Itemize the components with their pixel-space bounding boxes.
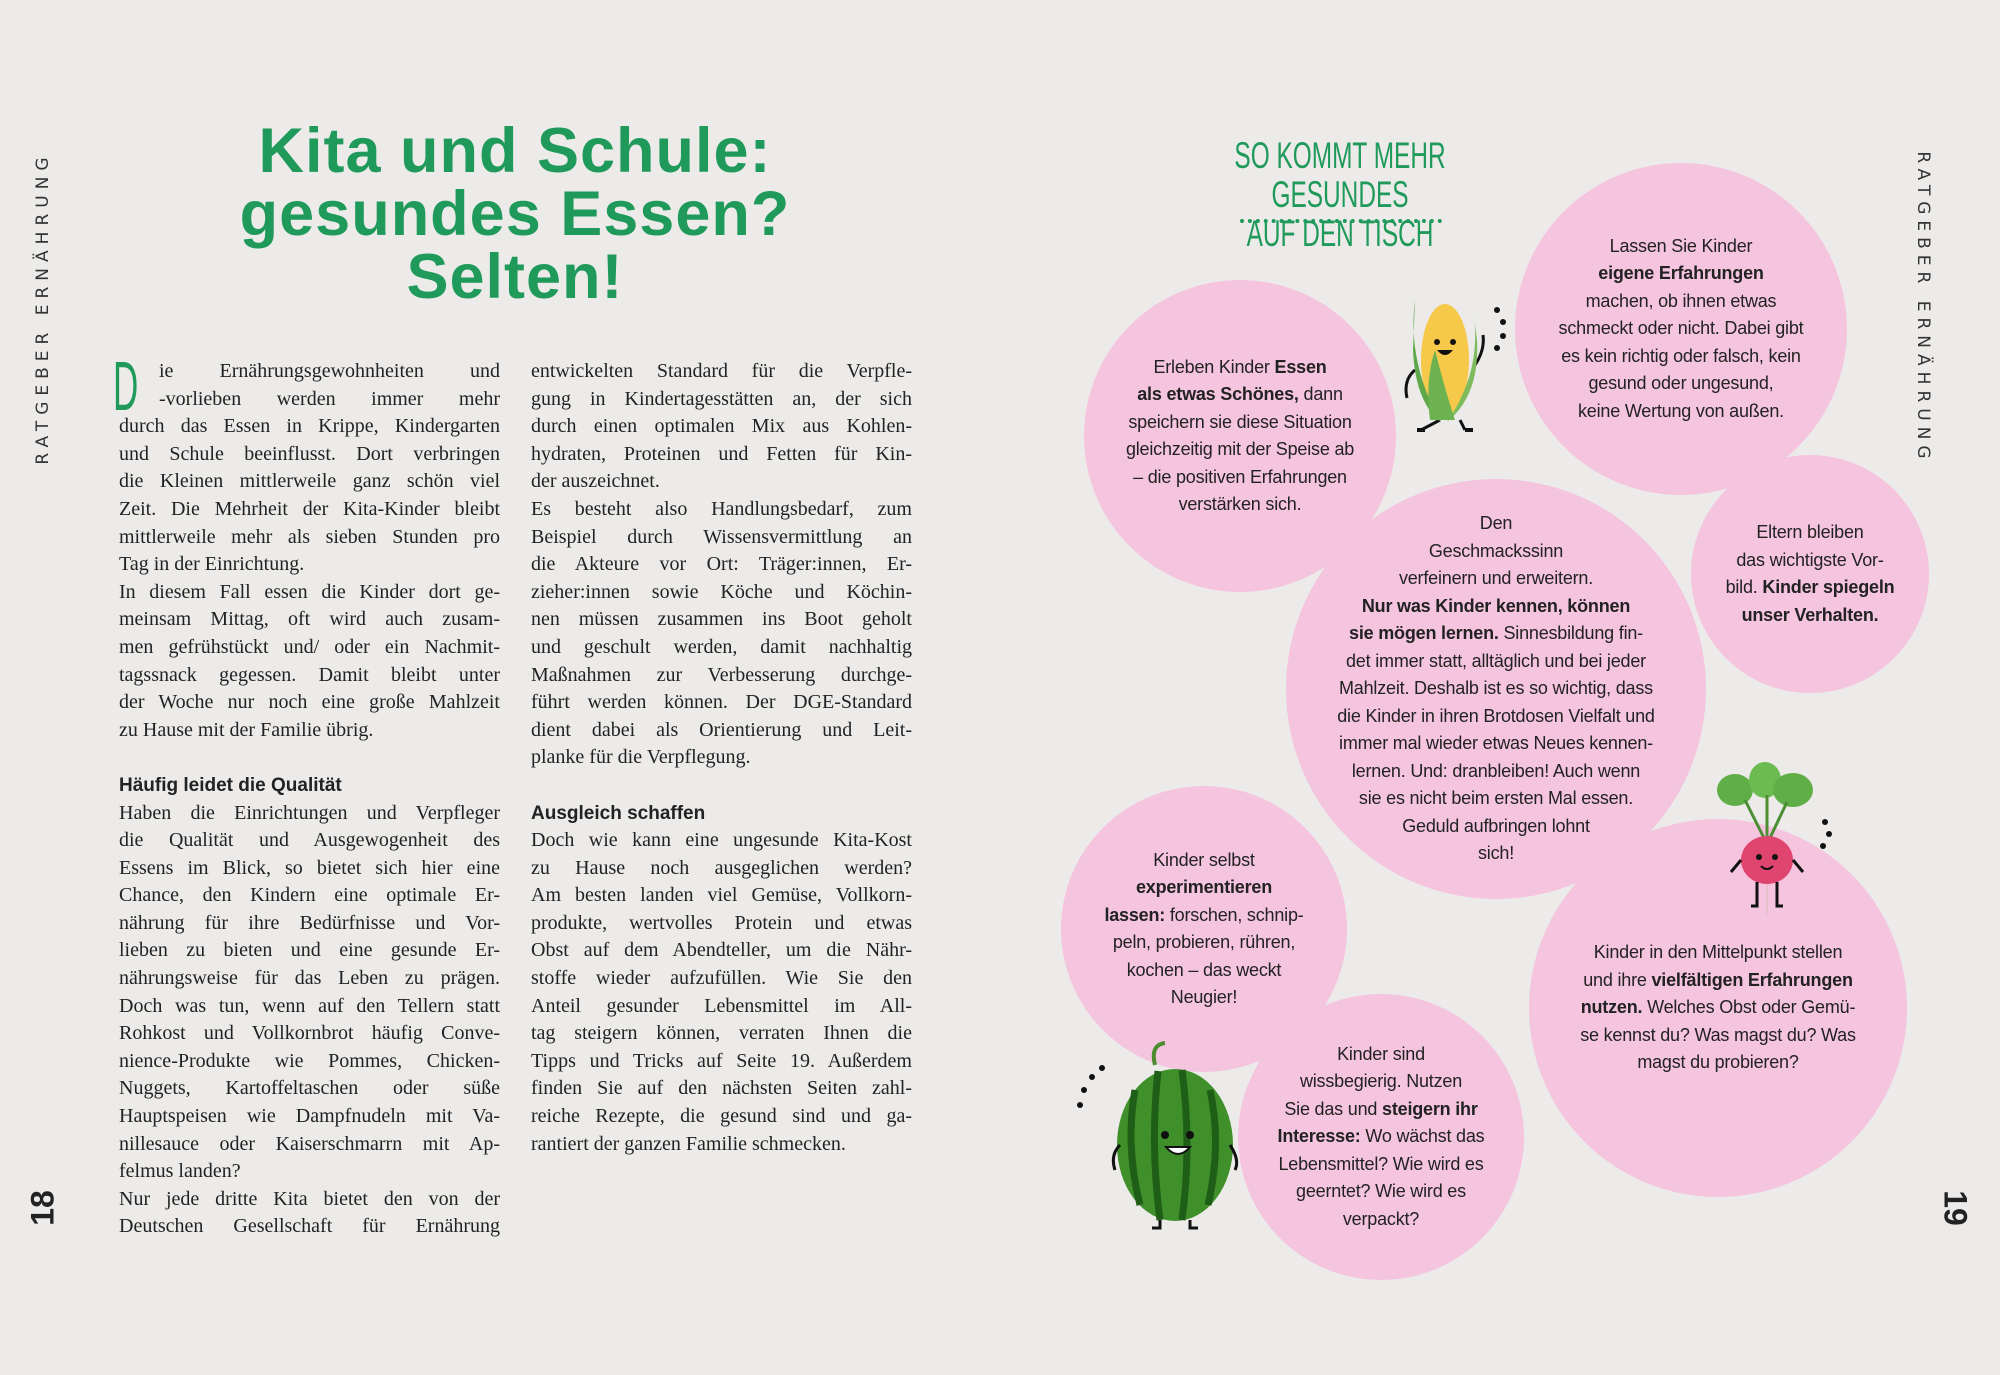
tip-text-line (1126, 464, 1354, 492)
tip-text-line (1559, 233, 1804, 261)
tip-text-segment: gesund oder ungesund, (1588, 373, 1774, 394)
tip-text-line (1726, 519, 1895, 547)
tip-text-line (1580, 967, 1856, 995)
body-text-line: Es besteht also Handlungsbedarf, zum (531, 497, 912, 520)
tip-emphasis: unser Verhalten. (1741, 604, 1879, 625)
tip-text-line (1337, 730, 1654, 758)
tip-text-line (1726, 602, 1895, 630)
body-text-line: Beispiel durch Wissensvermittlung an (531, 525, 912, 548)
body-text-line: Doch wie kann eine ungesunde Kita-Kost (531, 829, 912, 852)
tip-emphasis: vielfältigen Erfahrungen (1651, 969, 1853, 990)
tip-text-segment: magst du probieren? (1637, 1052, 1799, 1073)
text-column-2 (531, 358, 912, 1158)
tip-text-line (1104, 847, 1303, 875)
tip-emphasis: experimentieren (1135, 877, 1273, 897)
body-text-line: lieben zu bieten und eine gesunde Er- (119, 939, 500, 962)
body-text-line: planke für die Verpflegung. (531, 746, 751, 769)
body-text-line: nährungsweise für das Leben zu prägen. (119, 967, 500, 990)
tip-emphasis: steigern ihr (1382, 1098, 1478, 1119)
section-heading: Häufig leidet die Qualität (119, 774, 342, 796)
tip-text-line (1337, 593, 1654, 621)
tip-bubble-curiosity (1238, 994, 1524, 1280)
body-text-line: Nur jede dritte Kita bietet den von der (119, 1187, 500, 1210)
tip-text-line (1126, 354, 1354, 382)
tip-text-line (1337, 648, 1654, 676)
tip-emphasis: als etwas Schönes, (1137, 384, 1299, 404)
body-text-line: rantiert der ganzen Familie schmecken. (531, 1132, 846, 1155)
tip-text-segment: Kinder in den Mittelpunkt stellen (1593, 942, 1843, 963)
body-text-line: zieher:innen sowie Köche und Köchin- (531, 580, 912, 603)
tip-emphasis: nutzen. (1580, 997, 1643, 1018)
tip-text-line (1104, 984, 1303, 1012)
tip-text-line (1337, 785, 1654, 813)
tip-text-segment: – die positiven Erfahrungen (1133, 466, 1347, 487)
body-text-line: entwickelten Standard für die Verpfle- (531, 360, 912, 382)
tip-text-line (1580, 1022, 1856, 1050)
tip-text-line (1337, 813, 1654, 841)
tip-text-segment: wissbegierig. Nutzen (1299, 1071, 1463, 1092)
tip-text-line (1337, 620, 1654, 648)
tip-emphasis: Kinder spiegeln (1762, 577, 1895, 597)
tip-emphasis: lassen: (1104, 904, 1166, 925)
tip-text-segment: Kinder selbst (1153, 849, 1255, 870)
body-text-line: mittlerweile mehr als sieben Stunden pro (119, 525, 500, 548)
article-title (165, 116, 865, 312)
tip-text-line (1559, 398, 1804, 426)
tip-text-segment: machen, ob ihnen etwas (1585, 290, 1777, 311)
tip-emphasis: eigene Erfahrungen (1598, 263, 1764, 284)
body-text-line: nährung für ihre Bedürfnisse und Vor- (119, 911, 500, 934)
tip-text-line (1278, 1096, 1485, 1124)
body-text-line: finden Sie auf den nächsten Seiten zahl- (531, 1077, 912, 1100)
body-text-line: gung in Kindertagesstätten an, der sich (531, 387, 912, 410)
tip-text-segment: verfeinern und erweitern. (1398, 568, 1594, 589)
tip-text-segment: Sie das und (1284, 1098, 1383, 1119)
page-number-right: 19 (1937, 1190, 1974, 1226)
body-text-line: produkte, wertvolles Protein und etwas (531, 911, 912, 934)
tips-heading-line: AUF DEN TISCH (1246, 213, 1434, 254)
tip-text-line (1337, 538, 1654, 566)
tips-heading (1208, 136, 1472, 253)
running-head-right: RATGEBER ERNÄHRUNG (1913, 151, 1933, 465)
tip-text-segment: Welches Obst oder Gemü- (1642, 997, 1856, 1018)
body-text-line: Deutschen Gesellschaft für Ernährung (119, 1215, 500, 1238)
tip-text-segment: immer mal wieder etwas Neues kennen- (1339, 733, 1653, 754)
tip-text (1278, 1041, 1485, 1234)
body-text-line: die Akteure vor Ort: Träger:innen, Er- (531, 553, 912, 576)
tip-text-segment: det immer statt, alltäglich und bei jeder (1346, 650, 1646, 671)
tip-text-line (1126, 491, 1354, 519)
body-text-line: stoffe wieder aufzufüllen. Wie Sie den (531, 967, 912, 990)
tip-text-segment: Lebensmittel? Wie wird es (1278, 1153, 1484, 1174)
tip-emphasis: Interesse: (1277, 1126, 1361, 1147)
body-text-line: Chance, den Kindern eine optimale Er- (119, 884, 500, 907)
tip-text (1126, 354, 1354, 519)
tip-text-segment: die Kinder in ihren Brotdosen Vielfalt und (1337, 705, 1655, 726)
tip-text-line (1559, 370, 1804, 398)
drop-cap: D (113, 347, 139, 425)
body-text-line: Tag in der Einrichtung. (119, 553, 305, 576)
body-text-line: Doch was tun, wenn auf den Tellern statt (119, 994, 500, 1017)
tip-text-segment: das wichtigste Vor- (1736, 549, 1884, 570)
body-text-line: meinsam Mittag, oft wird auch zusam- (119, 608, 500, 631)
body-text-line: durch das Essen in Krippe, Kindergarten (119, 415, 500, 438)
tip-text-line (1126, 436, 1354, 464)
tip-text-line (1104, 929, 1303, 957)
tip-text-segment: Neugier! (1170, 987, 1238, 1007)
tip-text-line (1559, 315, 1804, 343)
tip-text-segment: keine Wertung von außen. (1577, 400, 1784, 421)
tip-text-segment: sich! (1477, 843, 1514, 864)
tip-text-segment: verstärken sich. (1178, 494, 1302, 514)
tips-heading-line: SO KOMMT MEHR GESUNDES (1234, 135, 1446, 215)
tip-text-line (1559, 260, 1804, 288)
tip-text-segment: es kein richtig oder falsch, kein (1561, 345, 1801, 366)
tip-text-segment: bild. (1725, 577, 1763, 597)
text-column-1 (113, 347, 500, 1241)
body-text-line: die Kleinen mittlerweile ganz schön viel (119, 470, 500, 493)
body-text-line: nience-Produkte wie Pommes, Chicken- (119, 1049, 500, 1072)
tip-bubble-own-experiences (1515, 163, 1847, 495)
tip-text-line (1559, 288, 1804, 316)
dotted-divider (1240, 219, 1442, 223)
tip-text-segment: Wo wächst das (1360, 1126, 1485, 1147)
tip-text-line (1337, 565, 1654, 593)
tip-emphasis: Essen (1274, 356, 1327, 377)
tip-text-line (1337, 675, 1654, 703)
tip-text-segment: und ihre (1583, 969, 1652, 990)
tip-text-segment: se kennst du? Was magst du? Was (1580, 1024, 1856, 1045)
body-text-line: Obst auf dem Abendteller, um die Nähr- (531, 939, 912, 962)
body-text-line: Rohkost und Vollkornbrot häufig Conve- (119, 1022, 500, 1045)
tip-text-segment: Geschmackssinn (1428, 540, 1564, 561)
tip-text-line (1278, 1068, 1485, 1096)
body-text-line: tagssnack gegessen. Damit bleibt unter (119, 663, 500, 686)
body-text-line: nillesauce oder Kaiserschmarrn mit Ap- (119, 1132, 500, 1155)
tip-text-segment: Kinder sind (1337, 1043, 1425, 1064)
body-text-line: ie Ernährungsgewohnheiten und (159, 360, 500, 382)
tip-text-segment: Geduld aufbringen lohnt (1402, 815, 1590, 836)
body-text-line: Tipps und Tricks auf Seite 19. Außerdem (531, 1049, 912, 1072)
corn-character-icon (1385, 280, 1515, 445)
tip-bubble-parents (1691, 455, 1929, 693)
body-text-line: Zeit. Die Mehrheit der Kita-Kinder bleibt (119, 497, 500, 520)
tip-text-segment: Den (1479, 513, 1513, 534)
tip-text-line (1337, 703, 1654, 731)
tip-text-line (1580, 994, 1856, 1022)
tip-text-segment: speichern sie diese Situation (1128, 411, 1352, 432)
tip-text-line (1278, 1151, 1485, 1179)
tip-text-line (1726, 574, 1895, 602)
tip-emphasis: Nur was Kinder kennen, können (1361, 595, 1631, 616)
body-text-line: zu Hause noch ausgeglichen werden? (531, 856, 912, 879)
tip-text (1726, 519, 1895, 629)
tip-text-line (1126, 409, 1354, 437)
body-text-line: und Schule beeinflusst. Dort verbringen (119, 442, 500, 465)
tip-text-segment: dann (1298, 384, 1343, 404)
title-line: Kita und Schule: (258, 116, 772, 186)
tip-text (1559, 233, 1804, 426)
tip-text-line (1580, 939, 1856, 967)
body-text-line: Hauptspeisen wie Dampfnudeln mit Va- (119, 1105, 500, 1128)
tip-text-line (1104, 957, 1303, 985)
body-text-line: felmus landen? (119, 1160, 241, 1183)
body-text-line: die Qualität und Ausgewogenheit des (119, 829, 500, 852)
body-text-line: Nuggets, Kartoffeltaschen oder süße (119, 1077, 500, 1100)
body-text-line: Anteil gesunder Lebensmittel im All- (531, 994, 912, 1017)
tip-text (1104, 847, 1303, 1012)
tip-text-segment: Mahlzeit. Deshalb ist es so wichtig, dass (1339, 678, 1653, 699)
tip-emphasis: sie mögen lernen. (1349, 623, 1499, 644)
tip-text-segment: Lassen Sie Kinder (1609, 235, 1753, 256)
radish-character-icon (1705, 760, 1845, 920)
tip-text-segment: schmeckt oder nicht. Dabei gibt (1558, 318, 1804, 339)
body-text-line: reiche Rezepte, die gesund sind und ga- (531, 1105, 912, 1128)
title-line: gesundes Essen? (239, 179, 791, 249)
title-line: Selten! (406, 242, 624, 312)
tip-text-segment: kochen – das weckt (1126, 959, 1282, 980)
body-text-line: Maßnahmen zur Verbesserung durchge- (531, 663, 912, 686)
tip-text-segment: Erleben Kinder (1153, 356, 1275, 377)
body-text-line: und geschult werden, damit nachhaltig (531, 635, 912, 658)
tip-text-line (1104, 902, 1303, 930)
body-text-line: der Woche nur noch eine große Mahlzeit (119, 691, 500, 714)
watermelon-character-icon (1070, 1035, 1250, 1235)
tip-text-segment: Sinnesbildung fin- (1498, 623, 1643, 644)
body-text-line: -vorlieben werden immer mehr (159, 387, 500, 410)
tip-text-segment: Eltern bleiben (1756, 522, 1864, 542)
tip-text-segment: lernen. Und: dranbleiben! Auch wenn (1351, 760, 1641, 781)
body-text-line: durch einen optimalen Mix aus Kohlen- (531, 415, 912, 438)
tip-text-line (1559, 343, 1804, 371)
tip-text-segment: gleichzeitig mit der Speise ab (1125, 439, 1355, 459)
body-text-line: zu Hause mit der Familie übrig. (119, 718, 374, 741)
body-text-line: dient dabei als Orientierung und Leit- (531, 718, 912, 741)
tip-text-line (1126, 381, 1354, 409)
tip-text-line (1104, 874, 1303, 902)
tip-text-segment: sie es nicht beim ersten Mal essen. (1358, 788, 1634, 809)
body-text-line: In diesem Fall essen die Kinder dort ge- (119, 580, 500, 603)
tip-text-segment: peln, probieren, rühren, (1112, 932, 1296, 952)
tip-text-line (1726, 547, 1895, 575)
tip-text-line (1278, 1206, 1485, 1234)
body-text-line: Haben die Einrichtungen und Verpfleger (119, 801, 500, 824)
body-text-line: tag steigern können, verraten Ihnen die (531, 1022, 912, 1045)
body-text-line: nen müssen zusammen ins Boot geholt (531, 608, 912, 631)
body-text-line: Am besten landen viel Gemüse, Vollkorn- (531, 884, 912, 907)
body-text-line: führt werden können. Der DGE-Standard (531, 691, 912, 714)
tip-text (1580, 939, 1856, 1077)
tip-text-segment: geerntet? Wie wird es (1296, 1181, 1466, 1202)
tip-text-line (1337, 510, 1654, 538)
body-text-line: hydraten, Proteinen und Fetten für Kin- (531, 442, 912, 465)
tip-text-line (1278, 1041, 1485, 1069)
tip-text (1337, 510, 1654, 868)
tip-text-line (1337, 758, 1654, 786)
body-text-line: der auszeichnet. (531, 470, 660, 493)
running-head-left: RATGEBER ERNÄHRUNG (33, 151, 53, 465)
body-text-line: men gefrühstückt und/ oder ein Nachmit- (119, 635, 500, 658)
tip-text-segment: forschen, schnip- (1165, 904, 1304, 925)
section-heading: Ausgleich schaffen (531, 802, 706, 824)
tip-text-segment: verpackt? (1342, 1208, 1420, 1229)
tip-text-line (1278, 1178, 1485, 1206)
page-number-left: 18 (24, 1190, 61, 1226)
tip-text-line (1580, 1049, 1856, 1077)
tip-text-line (1278, 1123, 1485, 1151)
body-text-line: Essens im Blick, so bietet sich hier eine (119, 856, 500, 879)
